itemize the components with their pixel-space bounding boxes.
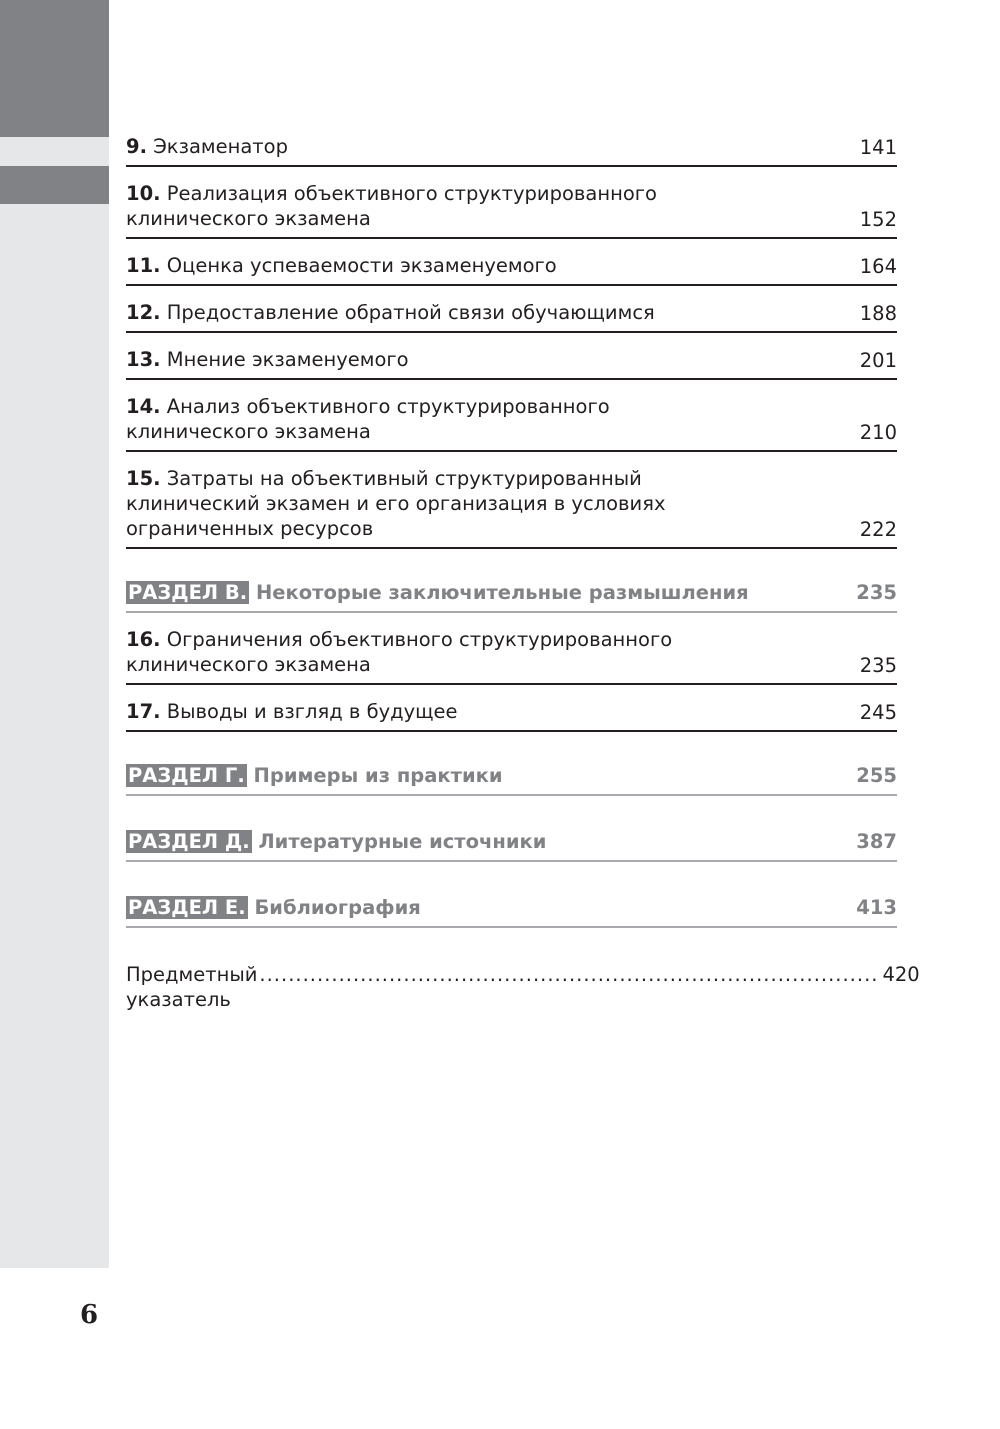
chapter-title: Предоставление обратной связи обучающимся (166, 301, 655, 324)
page-ref: 141 (859, 136, 897, 159)
chapter-number: 9. (126, 135, 147, 158)
page-ref: 413 (856, 896, 897, 919)
chapter-title: Анализ объективного структурированного (166, 395, 610, 418)
page-ref: 164 (859, 255, 897, 278)
chapter-number: 10. (126, 182, 161, 205)
side-tab-block (0, 0, 109, 137)
chapter-number: 16. (126, 628, 161, 651)
chapter-title: Выводы и взгляд в будущее (166, 700, 458, 723)
toc-entry-12[interactable] (126, 286, 897, 333)
toc-entry-17[interactable] (126, 685, 897, 732)
toc-entry-9[interactable] (126, 130, 897, 167)
toc-entry-11[interactable] (126, 239, 897, 286)
page-ref: 235 (856, 581, 897, 604)
chapter-number: 17. (126, 700, 161, 723)
section-title: Некоторые заключительные размышления (255, 581, 749, 604)
chapter-title: Мнение экзаменуемого (166, 348, 409, 371)
page-number: 6 (80, 1300, 99, 1330)
section-title: Библиография (254, 896, 421, 919)
page-ref: 235 (859, 654, 897, 677)
chapter-title: Оценка успеваемости экзаменуемого (166, 254, 557, 277)
section-label: РАЗДЕЛ Д. (128, 830, 250, 853)
chapter-number: 12. (126, 301, 161, 324)
toc-entry-15[interactable] (126, 452, 897, 549)
page-ref: 210 (859, 421, 897, 444)
chapter-title-line2: клинического экзамена (126, 207, 371, 230)
chapter-title-line2: клинического экзамена (126, 420, 371, 443)
section-title: Литературные источники (258, 830, 547, 853)
index-entry[interactable] (126, 962, 920, 1012)
section-v-heading[interactable] (126, 580, 897, 613)
section-g-heading[interactable] (126, 763, 897, 796)
chapter-title: Экзаменатор (153, 135, 288, 158)
page-ref: 420 (882, 963, 920, 986)
page-ref: 152 (859, 208, 897, 231)
leader-dots: ...................................................................................... (259, 963, 879, 986)
page-ref: 387 (856, 830, 897, 853)
index-title: Предметный указатель (126, 963, 258, 1011)
section-label: РАЗДЕЛ В. (128, 581, 248, 604)
chapter-title-line2: клинического экзамена (126, 653, 371, 676)
page-ref: 255 (856, 764, 897, 787)
section-d-heading[interactable] (126, 829, 897, 862)
chapter-title: Ограничения объективного структурированного (166, 628, 673, 651)
section-title: Примеры из практики (253, 764, 503, 787)
toc-entry-14[interactable] (126, 380, 897, 452)
section-label: РАЗДЕЛ Е. (128, 896, 246, 919)
section-e-heading[interactable] (126, 895, 897, 928)
toc-entry-13[interactable] (126, 333, 897, 380)
toc-entry-10[interactable] (126, 167, 897, 239)
page-ref: 188 (859, 302, 897, 325)
chapter-title-line2: клинический экзамен и его организация в условиях (126, 492, 666, 515)
page-ref: 201 (859, 349, 897, 372)
chapter-title: Затраты на объективный структурированный (166, 467, 642, 490)
section-label: РАЗДЕЛ Г. (128, 764, 245, 787)
side-tab-marker (0, 166, 109, 204)
chapter-title-line3: ограниченных ресурсов (126, 517, 374, 540)
toc-entry-16[interactable] (126, 613, 897, 685)
chapter-title: Реализация объективного структурированного (166, 182, 657, 205)
chapter-number: 11. (126, 254, 161, 277)
page-ref: 222 (859, 518, 897, 541)
page-ref: 245 (859, 701, 897, 724)
table-of-contents (126, 130, 920, 1012)
chapter-number: 15. (126, 467, 161, 490)
chapter-number: 13. (126, 348, 161, 371)
chapter-number: 14. (126, 395, 161, 418)
